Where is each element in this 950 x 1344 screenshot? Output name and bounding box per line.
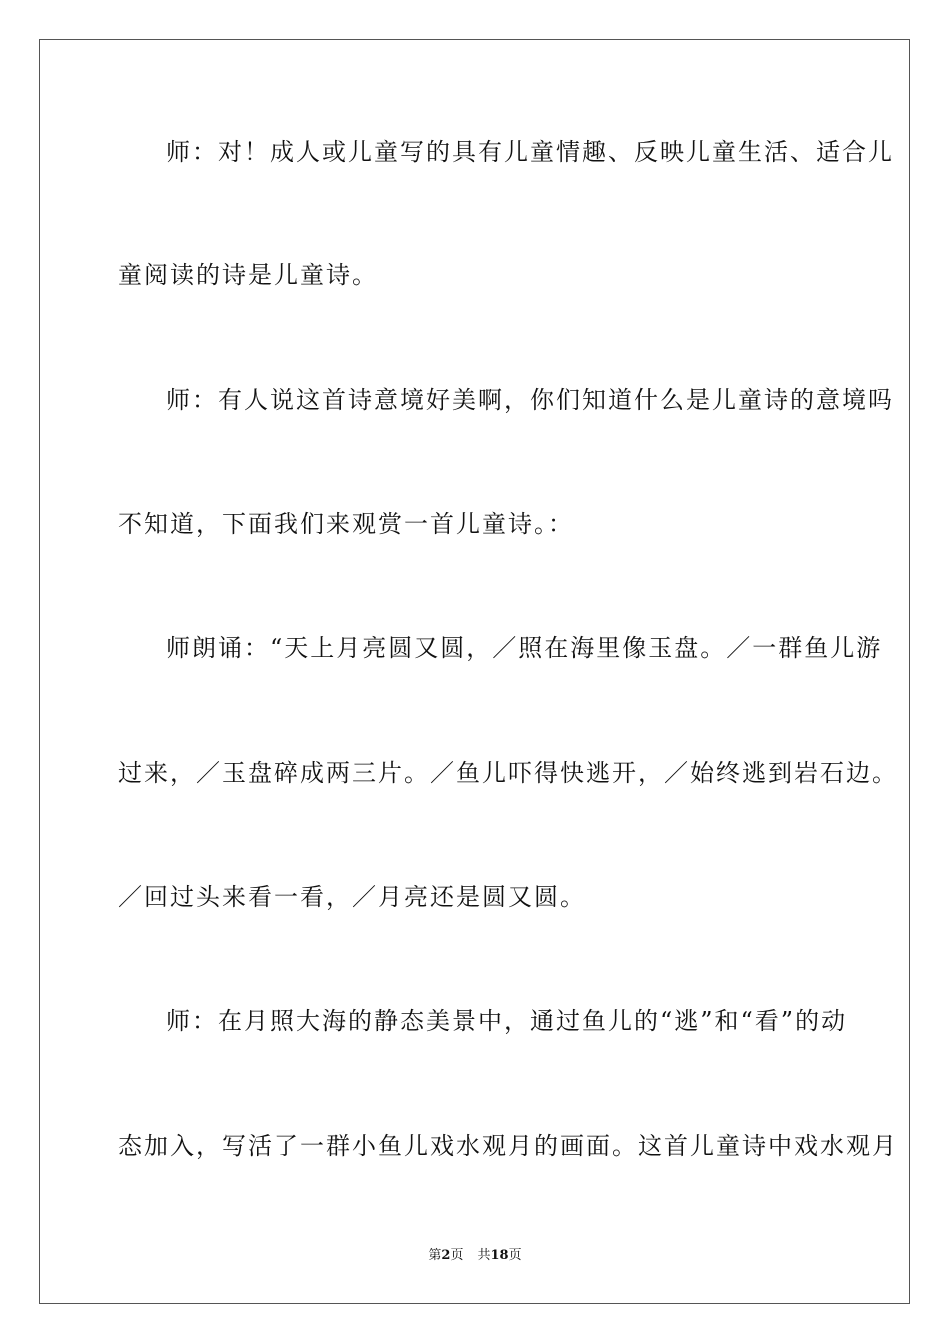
paragraph-line: 师：在月照大海的静态美景中，通过鱼儿的“逃”和“看”的动	[166, 1007, 848, 1035]
paragraph-line: 师：对！成人或儿童写的具有儿童情趣、反映儿童生活、适合儿	[166, 138, 894, 166]
paragraph-line: 态加入，写活了一群小鱼儿戏水观月的画面。这首儿童诗中戏水观月	[118, 1132, 898, 1160]
page-border	[39, 39, 910, 1304]
page-number: 2	[441, 1248, 451, 1263]
paragraph-line: 不知道，下面我们来观赏一首儿童诗。：	[118, 510, 574, 538]
paragraph-line: 师朗诵：“天上月亮圆又圆，／照在海里像玉盘。／一群鱼儿游	[166, 634, 883, 662]
footer-prefix: 第	[428, 1248, 442, 1263]
footer-total-prefix: 共	[477, 1248, 491, 1263]
paragraph-line: 童阅读的诗是儿童诗。	[118, 261, 378, 289]
paragraph-line: ／回过头来看一看，／月亮还是圆又圆。	[118, 883, 586, 911]
paragraph-line: 过来，／玉盘碎成两三片。／鱼儿吓得快逃开，／始终逃到岩石边。	[118, 759, 898, 787]
footer-page-suffix: 页	[450, 1248, 464, 1263]
paragraph-line: 师：有人说这首诗意境好美啊，你们知道什么是儿童诗的意境吗	[166, 386, 894, 414]
footer-total-suffix: 页	[508, 1248, 522, 1263]
total-pages: 18	[490, 1248, 509, 1263]
page-footer	[0, 1247, 950, 1265]
